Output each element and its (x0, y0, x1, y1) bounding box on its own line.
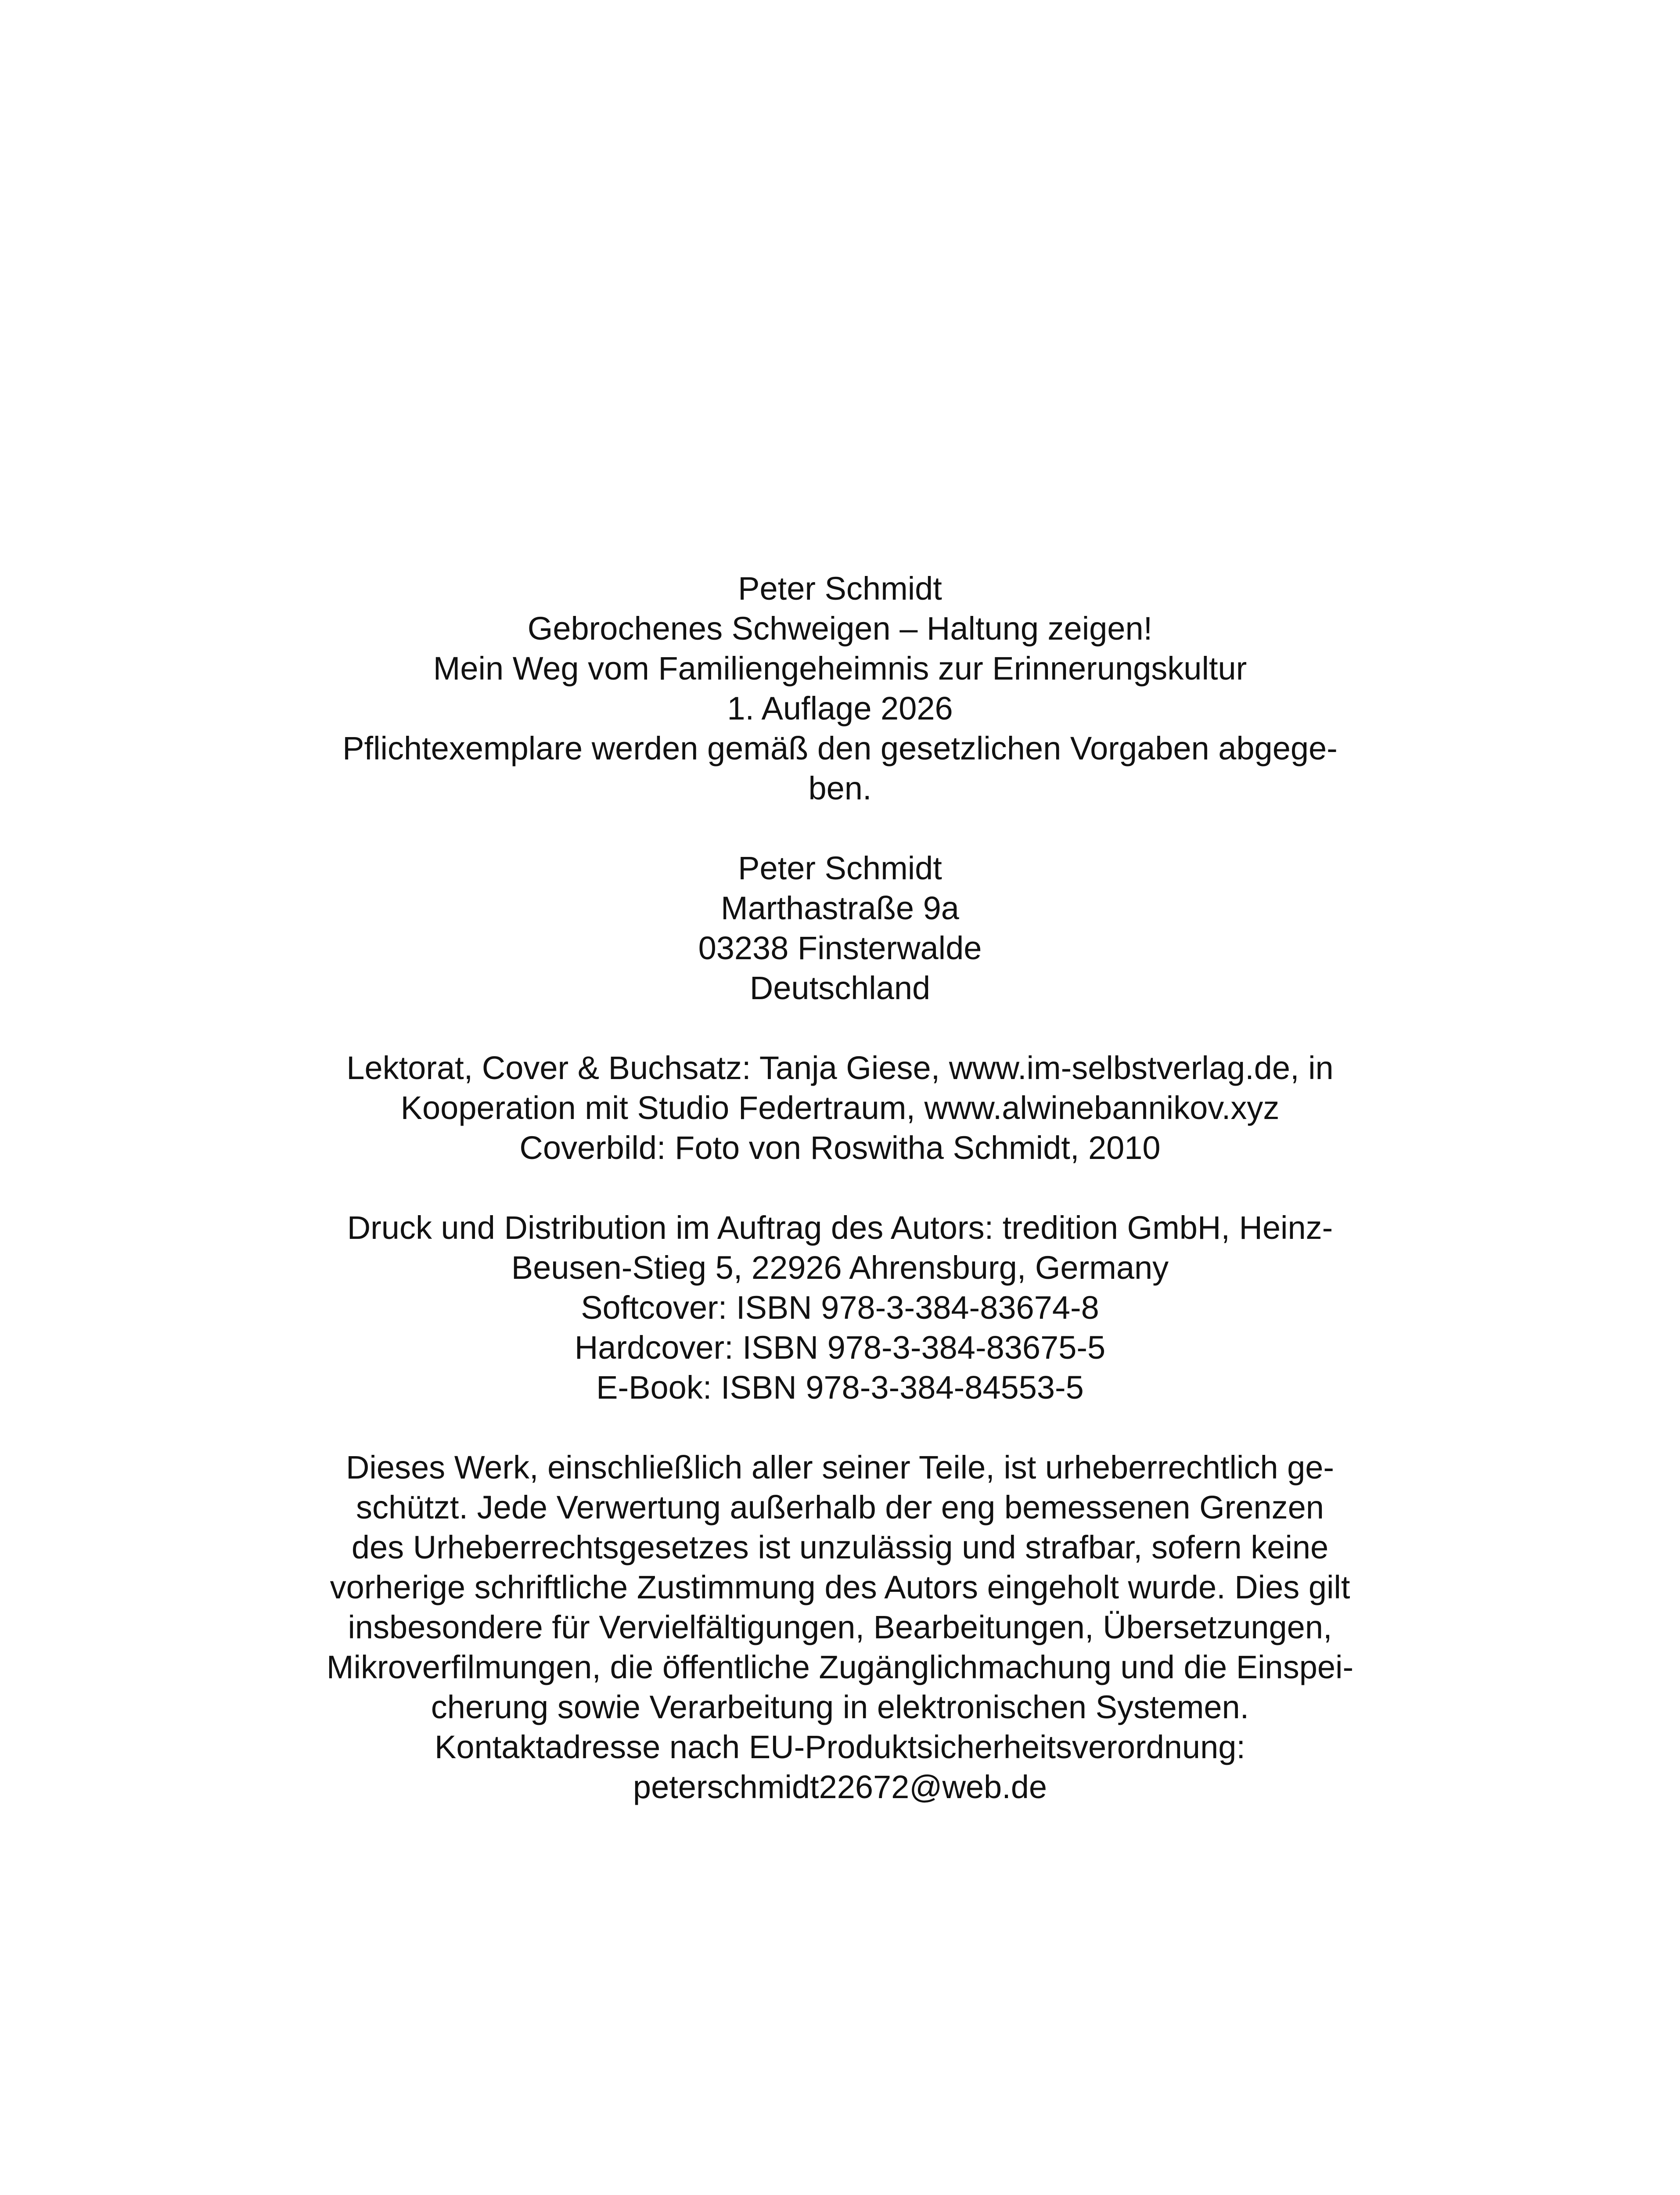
copyright-block (246, 1447, 1434, 1807)
contact-label: Kontaktadresse nach EU-Produktsicherheitsverordnung: (435, 1729, 1245, 1765)
book-subtitle: Mein Weg vom Familiengeheimnis zur Erinnerungskultur (433, 650, 1247, 687)
copyright-line: cherung sowie Verarbeitung in elektronischen Systemen. (431, 1689, 1249, 1725)
address-name: Peter Schmidt (738, 850, 942, 886)
copyright-line: Mikroverfilmungen, die öffentliche Zugänglichmachung und die Einspei- (326, 1649, 1354, 1685)
credits-line: Lektorat, Cover & Buchsatz: Tanja Giese, www.im-selbstverlag.de, in (346, 1050, 1334, 1086)
credits-line: Kooperation mit Studio Federtraum, www.alwinebannikov.xyz (400, 1090, 1280, 1126)
address-block (246, 848, 1434, 1008)
title-block (246, 569, 1434, 808)
distribution-line: Druck und Distribution im Auftrag des Autors: tredition GmbH, Heinz- (347, 1209, 1333, 1246)
imprint-text (246, 569, 1434, 1807)
address-city: 03238 Finsterwalde (698, 930, 982, 966)
isbn-softcover: Softcover: ISBN 978-3-384-83674-8 (581, 1289, 1099, 1326)
address-street: Marthastraße 9a (721, 890, 959, 926)
copyright-line: schützt. Jede Verwertung außerhalb der eng bemessenen Grenzen (356, 1489, 1324, 1526)
copyright-line: insbesondere für Vervielfältigungen, Bearbeitungen, Übersetzungen, (348, 1609, 1332, 1645)
copyright-line: vorherige schriftliche Zustimmung des Autors eingeholt wurde. Dies gilt (330, 1569, 1350, 1605)
distribution-line: Beusen-Stieg 5, 22926 Ahrensburg, Germany (511, 1249, 1169, 1286)
copyright-line: des Urheberrechtsgesetzes ist unzulässig und strafbar, sofern keine (351, 1529, 1329, 1565)
credits-block (246, 1048, 1434, 1168)
contact-email: peterschmidt22672@web.de (633, 1769, 1047, 1805)
address-country: Deutschland (749, 970, 931, 1006)
isbn-ebook: E-Book: ISBN 978-3-384-84553-5 (596, 1369, 1084, 1406)
cover-photo-credit: Coverbild: Foto von Roswitha Schmidt, 2010 (519, 1130, 1161, 1166)
edition: 1. Auflage 2026 (727, 690, 953, 727)
author-name: Peter Schmidt (738, 570, 942, 607)
legal-deposit-line-1: Pflichtexemplare werden gemäß den gesetzlichen Vorgaben abgege- (342, 730, 1338, 766)
isbn-hardcover: Hardcover: ISBN 978-3-384-83675-5 (574, 1329, 1106, 1366)
distribution-block (246, 1208, 1434, 1407)
book-title: Gebrochenes Schweigen – Haltung zeigen! (527, 610, 1153, 647)
copyright-line: Dieses Werk, einschließlich aller seiner Teile, ist urheberrechtlich ge- (345, 1449, 1335, 1486)
legal-deposit-line-2: ben. (808, 770, 872, 806)
